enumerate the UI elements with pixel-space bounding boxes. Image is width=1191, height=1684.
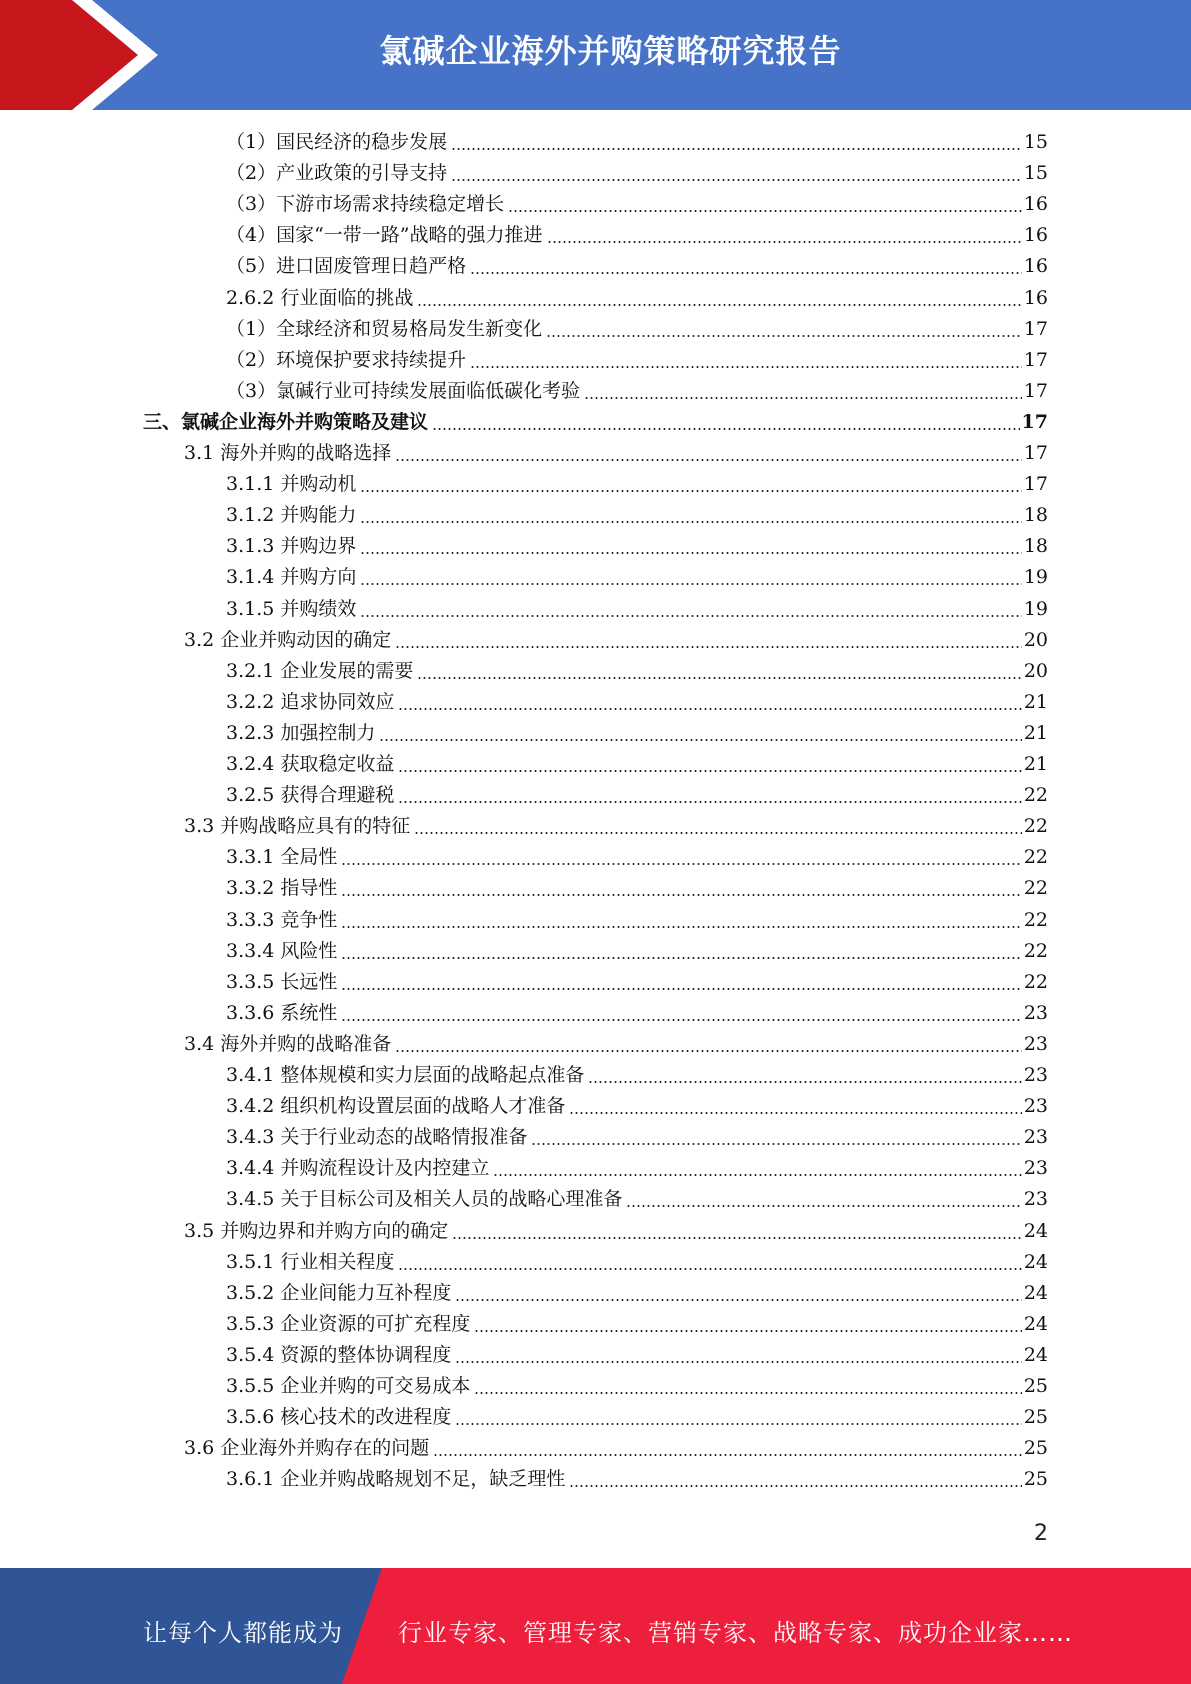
toc-entry-page: 25 — [1023, 1406, 1048, 1428]
toc-entry-title: 3.3.1 全局性 — [226, 846, 338, 868]
toc-entry[interactable] — [226, 842, 1048, 873]
dot-leader — [360, 552, 1021, 554]
toc-entry-title: 3.4.3 关于行业动态的战略情报准备 — [226, 1126, 528, 1148]
toc-entry[interactable] — [184, 1216, 1048, 1247]
dot-leader — [360, 583, 1021, 585]
toc-entry-page: 24 — [1023, 1220, 1048, 1242]
toc-entry[interactable] — [226, 1184, 1048, 1215]
toc-entry-title: 3.2.1 企业发展的需要 — [226, 660, 414, 682]
toc-entry[interactable] — [226, 998, 1048, 1029]
toc-entry[interactable] — [226, 283, 1048, 314]
toc-entry-page: 25 — [1023, 1468, 1048, 1490]
toc-entry-title: 3.3.3 竞争性 — [226, 909, 338, 931]
dot-leader — [508, 210, 1022, 212]
dot-leader — [547, 241, 1022, 243]
dot-leader — [626, 1205, 1021, 1207]
toc-entry[interactable] — [226, 1464, 1048, 1495]
toc-entry[interactable] — [226, 345, 1048, 376]
dot-leader — [474, 1392, 1021, 1394]
toc-entry-title: 3.1.4 并购方向 — [226, 566, 357, 588]
toc-entry-title: （2）环境保护要求持续提升 — [226, 349, 467, 371]
dot-leader — [531, 1143, 1021, 1145]
toc-entry-page: 25 — [1023, 1437, 1048, 1459]
toc-entry-title: 3.2.4 获取稳定收益 — [226, 753, 395, 775]
toc-entry-page: 19 — [1023, 566, 1048, 588]
toc-entry-page: 17 — [1023, 442, 1048, 464]
toc-entry-page: 16 — [1023, 255, 1048, 277]
toc-entry-page: 20 — [1023, 629, 1048, 651]
dot-leader — [588, 1081, 1021, 1083]
dot-leader — [414, 832, 1022, 834]
dot-leader — [417, 677, 1021, 679]
toc-entry-page: 16 — [1023, 287, 1048, 309]
toc-entry[interactable] — [226, 158, 1048, 189]
dot-leader — [432, 428, 1020, 430]
dot-leader — [569, 1485, 1021, 1487]
toc-entry-page: 22 — [1023, 815, 1048, 837]
dot-leader — [341, 1019, 1021, 1021]
toc-entry-page: 17 — [1023, 473, 1048, 495]
toc-entry[interactable] — [226, 531, 1048, 562]
dot-leader — [395, 459, 1022, 461]
toc-entry-title: （4）国家“一带一路”战略的强力推进 — [226, 224, 543, 246]
toc-entry-title: 3.5 并购边界和并购方向的确定 — [184, 1220, 449, 1242]
toc-entry[interactable] — [226, 220, 1048, 251]
toc-entry-title: 三、氯碱企业海外并购策略及建议 — [143, 411, 429, 433]
toc-entry-title: 3.5.2 企业间能力互补程度 — [226, 1282, 452, 1304]
toc-entry-page: 21 — [1023, 691, 1048, 713]
toc-entry-page: 22 — [1023, 940, 1048, 962]
toc-entry[interactable] — [226, 905, 1048, 936]
toc-entry-title: 2.6.2 行业面临的挑战 — [226, 287, 414, 309]
toc-entry[interactable] — [226, 562, 1048, 593]
toc-entry-title: （1）全球经济和贸易格局发生新变化 — [226, 318, 543, 340]
dot-leader — [546, 335, 1022, 337]
dot-leader — [398, 1268, 1021, 1270]
toc-entry-title: 3.5.5 企业并购的可交易成本 — [226, 1375, 471, 1397]
toc-entry-page: 15 — [1023, 162, 1048, 184]
toc-entry-title: 3.2.3 加强控制力 — [226, 722, 376, 744]
dot-leader — [398, 708, 1021, 710]
dot-leader — [417, 304, 1021, 306]
toc-entry-title: 3.3.4 风险性 — [226, 940, 338, 962]
toc-entry[interactable] — [143, 407, 1048, 438]
toc-entry-title: （2）产业政策的引导支持 — [226, 162, 448, 184]
dot-leader — [360, 615, 1021, 617]
toc-entry-title: 3.5.6 核心技术的改进程度 — [226, 1406, 452, 1428]
dot-leader — [433, 1454, 1022, 1456]
toc-entry-title: 3.3.2 指导性 — [226, 877, 338, 899]
toc-entry[interactable] — [226, 967, 1048, 998]
toc-entry-page: 19 — [1023, 598, 1048, 620]
toc-entry[interactable] — [226, 127, 1048, 158]
dot-leader — [360, 490, 1021, 492]
toc-entry[interactable] — [226, 314, 1048, 345]
toc-entry[interactable] — [226, 1340, 1048, 1371]
toc-entry[interactable] — [184, 625, 1048, 656]
toc-entry-page: 22 — [1023, 877, 1048, 899]
toc-entry-title: 3.3 并购战略应具有的特征 — [184, 815, 411, 837]
toc-entry-page: 23 — [1023, 1033, 1048, 1055]
toc-entry-page: 24 — [1023, 1344, 1048, 1366]
toc-entry[interactable] — [226, 749, 1048, 780]
toc-entry[interactable] — [226, 936, 1048, 967]
toc-entry-title: 3.1.1 并购动机 — [226, 473, 357, 495]
dot-leader — [360, 521, 1021, 523]
dot-leader — [455, 1299, 1021, 1301]
toc-entry-page: 23 — [1023, 1157, 1048, 1179]
toc-entry-page: 18 — [1023, 535, 1048, 557]
toc-entry[interactable] — [226, 687, 1048, 718]
page-header — [0, 0, 1191, 110]
dot-leader — [398, 801, 1021, 803]
toc-entry-page: 23 — [1023, 1095, 1048, 1117]
dot-leader — [395, 646, 1022, 648]
toc-entry-page: 22 — [1023, 971, 1048, 993]
footer-slogan-right: 行业专家、管理专家、营销专家、战略专家、成功企业家…… — [398, 1619, 1073, 1647]
toc-entry[interactable] — [226, 873, 1048, 904]
toc-entry-title: 3.4.2 组织机构设置层面的战略人才准备 — [226, 1095, 566, 1117]
toc-entry-title: 3.1.3 并购边界 — [226, 535, 357, 557]
dot-leader — [341, 926, 1021, 928]
toc-entry-page: 22 — [1023, 846, 1048, 868]
toc-entry[interactable] — [226, 1402, 1048, 1433]
dot-leader — [398, 770, 1021, 772]
page-footer — [0, 1568, 1191, 1684]
toc-entry[interactable] — [226, 376, 1048, 407]
toc-entry-page: 24 — [1023, 1313, 1048, 1335]
toc-entry-title: 3.2 企业并购动因的确定 — [184, 629, 392, 651]
page-number: 2 — [1034, 1521, 1048, 1546]
dot-leader — [455, 1361, 1021, 1363]
toc-entry-page: 15 — [1023, 131, 1048, 153]
toc-entry-title: 3.5.3 企业资源的可扩充程度 — [226, 1313, 471, 1335]
dot-leader — [379, 739, 1021, 741]
toc-entry-title: 3.5.1 行业相关程度 — [226, 1251, 395, 1273]
toc-entry[interactable] — [184, 1433, 1048, 1464]
dot-leader — [341, 988, 1021, 990]
dot-leader — [341, 863, 1021, 865]
toc-entry[interactable] — [226, 718, 1048, 749]
toc-entry-title: 3.2.5 获得合理避税 — [226, 784, 395, 806]
toc-entry[interactable] — [226, 1091, 1048, 1122]
toc-entry-title: 3.2.2 追求协同效应 — [226, 691, 395, 713]
toc-entry-title: （5）进口固废管理日趋严格 — [226, 255, 467, 277]
toc-entry-page: 20 — [1023, 660, 1048, 682]
toc-entry[interactable] — [184, 811, 1048, 842]
toc-entry-page: 22 — [1023, 909, 1048, 931]
toc-entry-page: 23 — [1023, 1064, 1048, 1086]
dot-leader — [474, 1330, 1021, 1332]
toc-entry[interactable] — [226, 1278, 1048, 1309]
toc-entry-title: 3.3.6 系统性 — [226, 1002, 338, 1024]
toc-entry[interactable] — [184, 1029, 1048, 1060]
dot-leader — [569, 1112, 1021, 1114]
toc-entry-page: 22 — [1023, 784, 1048, 806]
toc-entry[interactable] — [226, 594, 1048, 625]
dot-leader — [341, 957, 1021, 959]
dot-leader — [451, 148, 1022, 150]
toc-entry-page: 23 — [1023, 1126, 1048, 1148]
toc-entry-page: 16 — [1023, 193, 1048, 215]
dot-leader — [452, 1237, 1022, 1239]
toc-entry-title: 3.4 海外并购的战略准备 — [184, 1033, 392, 1055]
toc-entry[interactable] — [226, 780, 1048, 811]
toc-entry-page: 17 — [1023, 349, 1048, 371]
toc-entry-page: 25 — [1023, 1375, 1048, 1397]
toc-entry-title: 3.4.5 关于目标公司及相关人员的战略心理准备 — [226, 1188, 623, 1210]
dot-leader — [455, 1423, 1021, 1425]
toc-entry-title: 3.6.1 企业并购战略规划不足，缺乏理性 — [226, 1468, 566, 1490]
toc-entry-page: 24 — [1023, 1282, 1048, 1304]
toc-entry-page: 17 — [1023, 318, 1048, 340]
toc-entry[interactable] — [226, 1060, 1048, 1091]
toc-entry[interactable] — [226, 251, 1048, 282]
dot-leader — [395, 1050, 1022, 1052]
dot-leader — [341, 894, 1021, 896]
toc-entry-page: 23 — [1023, 1002, 1048, 1024]
toc-entry-title: （3）下游市场需求持续稳定增长 — [226, 193, 505, 215]
toc-entry[interactable] — [226, 189, 1048, 220]
toc-entry[interactable] — [226, 1371, 1048, 1402]
toc-entry-title: 3.4.4 并购流程设计及内控建立 — [226, 1157, 490, 1179]
dot-leader — [584, 397, 1022, 399]
toc-entry[interactable] — [226, 1247, 1048, 1278]
toc-entry-title: 3.3.5 长远性 — [226, 971, 338, 993]
toc-entry-page: 24 — [1023, 1251, 1048, 1273]
toc-entry-page: 17 — [1021, 411, 1048, 433]
toc-entry-title: 3.1.5 并购绩效 — [226, 598, 357, 620]
toc-entry[interactable] — [226, 1309, 1048, 1340]
dot-leader — [470, 272, 1022, 274]
toc-entry[interactable] — [226, 500, 1048, 531]
toc-entry-page: 16 — [1023, 224, 1048, 246]
toc-entry[interactable] — [226, 1153, 1048, 1184]
footer-slogan-left: 让每个人都能成为 — [143, 1619, 343, 1647]
report-title: 氯碱企业海外并购策略研究报告 — [379, 32, 842, 70]
toc-entry-title: 3.4.1 整体规模和实力层面的战略起点准备 — [226, 1064, 585, 1086]
toc-entry-title: 3.6 企业海外并购存在的问题 — [184, 1437, 430, 1459]
dot-leader — [451, 179, 1022, 181]
toc-entry-title: 3.1.2 并购能力 — [226, 504, 357, 526]
toc-entry-title: （3）氯碱行业可持续发展面临低碳化考验 — [226, 380, 581, 402]
toc-entry[interactable] — [226, 469, 1048, 500]
toc-entry-page: 18 — [1023, 504, 1048, 526]
toc-entry-page: 21 — [1023, 722, 1048, 744]
toc-entry-title: 3.5.4 资源的整体协调程度 — [226, 1344, 452, 1366]
dot-leader — [493, 1174, 1021, 1176]
toc-entry-title: （1）国民经济的稳步发展 — [226, 131, 448, 153]
dot-leader — [470, 366, 1022, 368]
toc-entry[interactable] — [226, 1122, 1048, 1153]
toc-entry-title: 3.1 海外并购的战略选择 — [184, 442, 392, 464]
toc-entry-page: 23 — [1023, 1188, 1048, 1210]
toc-entry[interactable] — [184, 438, 1048, 469]
toc-entry-page: 17 — [1023, 380, 1048, 402]
toc-entry-page: 21 — [1023, 753, 1048, 775]
toc-entry[interactable] — [226, 656, 1048, 687]
